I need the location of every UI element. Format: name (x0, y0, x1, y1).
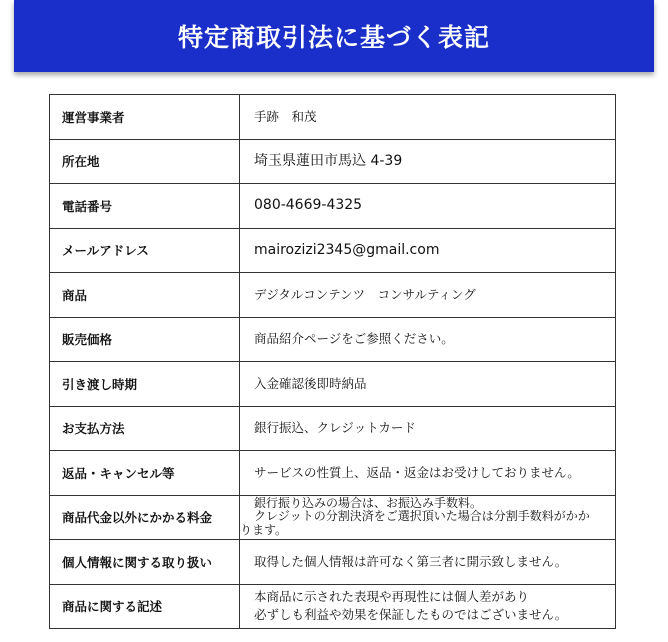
row-value (240, 451, 616, 496)
row-label: 商品に関する記述 (50, 584, 240, 629)
row-value (240, 273, 616, 318)
table-row (50, 317, 616, 362)
value-line: 080-4669-4325 (254, 197, 363, 213)
row-value (240, 540, 616, 585)
table-row (50, 495, 616, 540)
legal-info-table (49, 94, 616, 629)
row-label: 返品・キャンセル等 (50, 451, 240, 496)
row-label: 商品代金以外にかかる料金 (50, 495, 240, 540)
table-row (50, 228, 616, 273)
page-title: 特定商取引法に基づく表記 (177, 23, 490, 52)
table-row (50, 406, 616, 451)
table-row (50, 139, 616, 184)
row-label: 電話番号 (50, 184, 240, 229)
row-label: メールアドレス (50, 228, 240, 273)
value-line: mairozizi2345@gmail.com (254, 241, 440, 258)
page-header (14, 0, 654, 72)
row-value (240, 362, 616, 407)
value-line: 銀行振り込みの場合は、お振込み手数料。 (254, 495, 483, 510)
row-value (240, 495, 616, 540)
table-row (50, 273, 616, 318)
row-value (240, 184, 616, 229)
row-label: 商品 (50, 273, 240, 318)
row-label: 所在地 (50, 139, 240, 184)
value-line: クレジットの分割決済をご選択頂いた場合は分割手数料がかか (254, 509, 590, 524)
value-line: 入金確認後即時納品 (254, 375, 367, 391)
value-line: 手跡 和茂 (254, 108, 317, 124)
table-row (50, 451, 616, 496)
row-value (240, 406, 616, 451)
table-row (50, 95, 616, 140)
value-line: 銀行振込、クレジットカード (254, 420, 416, 436)
value-line: デジタルコンテンツ コンサルティング (254, 286, 476, 302)
row-label: 販売価格 (50, 317, 240, 362)
row-label: 引き渡し時期 (50, 362, 240, 407)
row-label: 運営事業者 (50, 95, 240, 140)
value-line: サービスの性質上、返品・返金はお受けしておりません。 (254, 464, 580, 480)
table-row (50, 362, 616, 407)
row-value (240, 139, 616, 184)
row-label: 個人情報に関する取り扱い (50, 540, 240, 585)
value-line: ります。 (240, 523, 288, 538)
table-row (50, 184, 616, 229)
row-label: お支払方法 (50, 406, 240, 451)
value-line: 必ずしも利益や効果を保証したものではございません。 (254, 607, 568, 623)
value-line: 商品紹介ページをご参照ください。 (254, 331, 454, 347)
row-value (240, 95, 616, 140)
table-row (50, 540, 616, 585)
value-line: 取得した個人情報は許可なく第三者に開示致しません。 (254, 553, 568, 569)
row-value (240, 584, 616, 629)
value-line: 埼玉県蓮田市馬込 4-39 (254, 152, 403, 169)
table-row (50, 584, 616, 629)
row-value (240, 228, 616, 273)
value-line: 本商品に示された表現や再現性には個人差があり (254, 589, 530, 605)
row-value (240, 317, 616, 362)
